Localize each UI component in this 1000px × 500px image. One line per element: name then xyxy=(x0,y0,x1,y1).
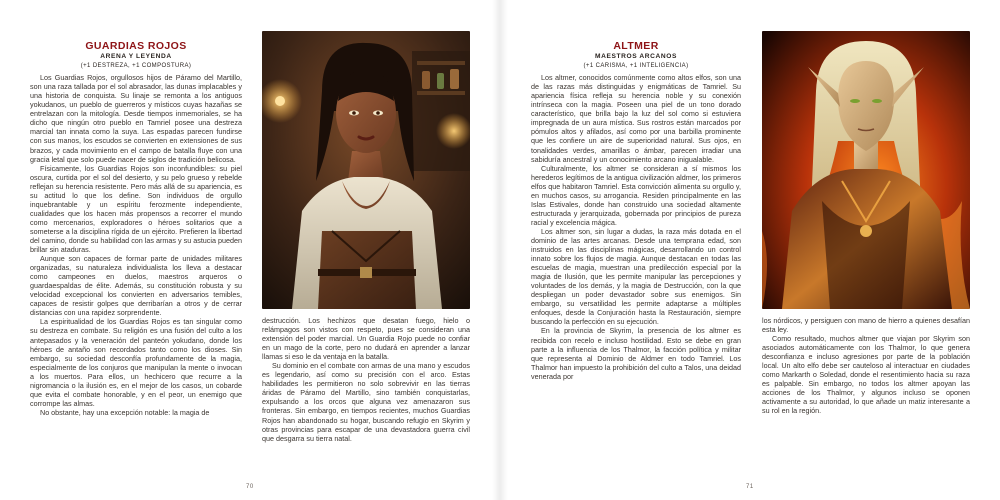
page-number: 70 xyxy=(246,484,254,490)
redguard-portrait-image xyxy=(262,31,470,309)
paragraph: Culturalmente, los altmer se consideran a sí mismos los herederos legítimos de la antigua civilización aldmer, los primeros elfos que habitaron Tamriel. Esta convicción alimenta su orgullo y, en muchos casos, su arrogancia. Residen principalmente en las Islas Estivales, donde han construido una sociedad altamente estructurada y jerarquizada, gobernada por principios de pureza racial y excelencia mágica. xyxy=(531,163,741,227)
paragraph: Los Guardias Rojos, orgullosos hijos de Páramo del Martillo, son una raza tallada por el sol abrasador, las dunas implacables y una historia de conquista. Su linaje se remonta a los antiguos yokudanos, un pueblo de guerreros y místicos cuyas hazañas se entrelazan con la mitología. Desde tiempos inmemoriales, se ha dicho que ningún otro pueblo en Tamriel posee una destreza marcial tan innata como la suya. Las espadas parecen fundirse con sus manos, los escudos se convierten en extensiones de sus brazos, y cada movimiento en el campo de batalla fluye con una gracia letal que solo puede nacer de siglos de tradición belicosa. xyxy=(30,73,242,164)
race-subtitle: ARENA Y LEYENDA xyxy=(100,53,172,61)
race-title: ALTMER xyxy=(613,40,659,52)
paragraph: los nórdicos, y persiguen con mano de hierro a quienes desafían esta ley. xyxy=(762,316,970,335)
attribute-bonus: (+1 DESTREZA, +1 COMPOSTURA) xyxy=(80,63,192,70)
paragraph: No obstante, hay una excepción notable: la magia de xyxy=(40,407,210,417)
altmer-portrait-image xyxy=(762,31,970,309)
page-number: 71 xyxy=(746,484,754,490)
redguard-illustration xyxy=(262,31,470,309)
paragraph: Los altmer, conocidos comúnmente como altos elfos, son una de las razas más distinguidas y enigmáticas de Tamriel. Su apariencia física refleja su herencia noble y su conexión intrínseca con la magia. Poseen una piel de un tono dorado característico, que brilla bajo la luz del sol como si estuviera impregnada de un aura mística. Sus rostros están marcados por pómulos altos y afilados, así como por una barbilla prominente que les confiere un aire de superioridad natural. Sus ojos, en tonalidades verdes, amarillas o ámbar, parecen irradiar una sabiduría ancestral y un conocimiento arcano inigualable. xyxy=(531,73,741,164)
left-column-1 xyxy=(30,42,242,417)
paragraph: En la provincia de Skyrim, la presencia de los altmer es recibida con recelo e incluso hostilidad. Esto se debe en gran parte a la influencia de los Thalmor, la facción política y militar que representa al Dominio de Aldmer en todo Tamriel. Los Thalmor han impuesto la prohibición del culto a Talos, una deidad venerada por xyxy=(531,326,741,381)
paragraph: La espiritualidad de los Guardias Rojos es tan singular como su destreza en combate. Su religión es una fusión del culto a los antepasados y la veneración del panteón yokudano, donde los héroes de antaño son recordados tanto como los dioses. Sin embargo, su sociedad desconfía profundamente de la magia, especialmente de los conjuros que manipulan la mente o invocan a los muertos. Para ellos, un hechicero que recurre a la nigromancia o la ilusión es, en el mejor de los casos, un cobarde que evita el combate honorable, y en el peor, un enemigo que corrompe las almas. xyxy=(30,317,242,408)
paragraph: Físicamente, los Guardias Rojos son inconfundibles: su piel oscura, curtida por el sol del desierto, y su pelo grueso y rebelde reflejan su herencia resistente. Pero más allá de su apariencia, es su actitud lo que los define. Son individuos de orgullo inquebrantable y un espíritu ferozmente independiente, cualidades que los hacen más propensos a recorrer el mundo como mercenarios, exploradores o héroes solitarios que a someterse a la disciplina rígida de un ejército. Prefieren la libertad del camino, donde su habilidad con las armas y su astucia pueden brillar sin ataduras. xyxy=(30,163,242,255)
left-column-2 xyxy=(262,316,470,443)
altmer-illustration xyxy=(762,31,970,309)
paragraph: Como resultado, muchos altmer que viajan por Skyrim son asociados automáticamente con los Thalmor, lo que genera desconfianza e incluso agresiones por parte de la población local. Un alto elfo debe ser cauteloso al interactuar en ciudades como Markarth o Soledad, donde el resentimiento hacia su raza es palpable. Sin embargo, no todos los altmer apoyan las acciones de los Thalmor, y algunos incluso se oponen activamente a su autoridad, lo que añade un matiz interesante a su rol en la región. xyxy=(762,334,970,416)
paragraph: Su dominio en el combate con armas de una mano y escudos es legendario, así como su precisión con el arco. Estas habilidades les permitieron no solo sobrevivir en las tierras áridas de Páramo del Martillo, sino también conquistarlas, expulsando a los orcos que alguna vez amenazaron sus fronteras. Sin embargo, en tiempos recientes, muchos Guardias Rojos han abandonado su hogar, buscando refugio en Skyrim y otras provincias para escapar de una devastadora guerra civil que desgarra su tierra natal. xyxy=(262,361,470,443)
paragraph: destrucción. Los hechizos que desatan fuego, hielo o relámpagos son vistos con respeto, pues se consideran una extensión del poder marcial. Un Guardia Rojo puede no confiar en un mago de la corte, pero no dudará en aprender a lanzar llamas si eso le da ventaja en la batalla. xyxy=(262,316,470,362)
race-subtitle: MAESTROS ARCANOS xyxy=(595,53,677,61)
paragraph: Los altmer son, sin lugar a dudas, la raza más dotada en el dominio de las artes arcanas. Desde una temprana edad, son instruidos en las disciplinas mágicas, desarrollando un control innato sobre los flujos de magia. Aunque destacan en todas las escuelas de magia, muestran una predilección especial por la magia de Ilusión, que les permite manipular las percepciones y voluntades de los demás, y la magia de Destrucción, con la que despliegan un poder devastador sobre sus enemigos. Sin embargo, su versatilidad les permite adaptarse a múltiples enfoques, desde la Conjuración hasta la Restauración, siempre buscando la perfección en su ejecución. xyxy=(531,226,741,327)
right-column-1 xyxy=(531,42,741,381)
paragraph: Aunque son capaces de formar parte de unidades militares organizadas, su naturaleza individualista los lleva a destacar como campeones en duelos, maestros arqueros o guardaespaldas de élite. Además, su constitución robusta y su velocidad excepcional los convierten en adversarios temibles, capaces de resistir golpes que derribarían a otros y de cerrar distancias con una rapidez sorprendente. xyxy=(30,254,242,318)
attribute-bonus: (+1 CARISMA, +1 INTELIGENCIA) xyxy=(583,63,689,70)
race-title: GUARDIAS ROJOS xyxy=(85,40,187,52)
right-column-2 xyxy=(762,316,970,416)
right-page xyxy=(500,0,1000,500)
